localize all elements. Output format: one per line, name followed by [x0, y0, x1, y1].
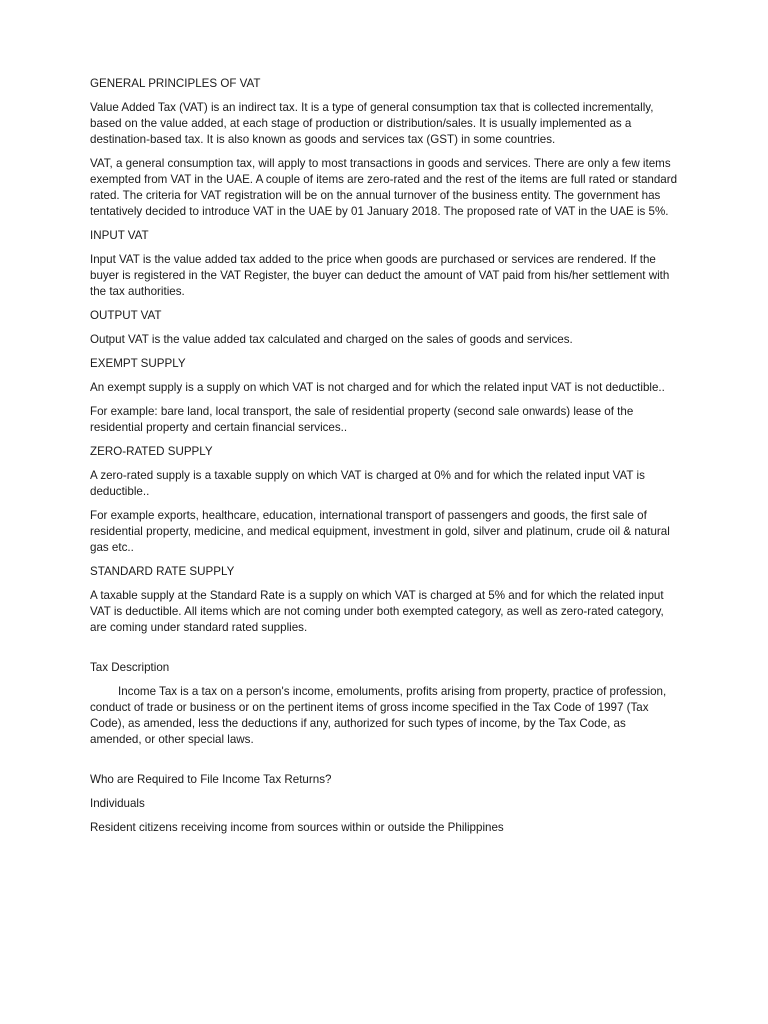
section-heading: EXEMPT SUPPLY — [90, 357, 186, 370]
section-tax-description — [90, 660, 680, 748]
paragraph: Value Added Tax (VAT) is an indirect tax. It is a type of general consumption tax that is collected incrementally, based on the value added, at each stage of production or distribution/sales. It is usually implemented as a destination-based tax. It is also known as goods and services tax (GST) in some countries. — [90, 101, 654, 146]
section-standard-rate-supply — [90, 564, 680, 636]
section-general-principles — [90, 76, 680, 220]
section-who-required — [90, 772, 680, 836]
paragraph: An exempt supply is a supply on which VAT is not charged and for which the related input VAT is not deductible.. — [90, 381, 665, 394]
paragraph: Income Tax is a tax on a person's income, emoluments, profits arising from property, practice of profession, conduct of trade or business or on the pertinent items of gross income specified in the Tax Code of 1997 (Tax Code), as amended, less the deductions if any, authorized for such types of income, by the Tax Code, as amended, or other special laws. — [90, 685, 667, 746]
section-heading: GENERAL PRINCIPLES OF VAT — [90, 77, 261, 90]
document-page — [90, 76, 680, 844]
section-heading: ZERO-RATED SUPPLY — [90, 445, 213, 458]
section-heading: STANDARD RATE SUPPLY — [90, 565, 235, 578]
section-heading: Who are Required to File Income Tax Returns? — [90, 773, 332, 786]
section-input-vat — [90, 228, 680, 300]
paragraph: Resident citizens receiving income from sources within or outside the Philippines — [90, 821, 504, 834]
paragraph: Input VAT is the value added tax added to the price when goods are purchased or services are rendered. If the buyer is registered in the VAT Register, the buyer can deduct the amount of VAT paid from his/her settlement with the tax authorities. — [90, 253, 670, 298]
section-output-vat — [90, 308, 680, 348]
paragraph: A taxable supply at the Standard Rate is a supply on which VAT is charged at 5% and for which the related input VAT is deductible. All items which are not coming under both exempted category, as well as zero-rated category, are coming under standard rated supplies. — [90, 589, 664, 634]
section-heading: INPUT VAT — [90, 229, 149, 242]
paragraph: VAT, a general consumption tax, will apply to most transactions in goods and services. There are only a few items exempted from VAT in the UAE. A couple of items are zero-rated and the rest of the items are full rated or standard rated. The criteria for VAT registration will be on the annual turnover of the business entity. The government has tentatively decided to introduce VAT in the UAE by 01 January 2018. The proposed rate of VAT in the UAE is 5%. — [90, 157, 678, 218]
paragraph: For example exports, healthcare, education, international transport of passengers and goods, the first sale of residential property, medicine, and medical equipment, investment in gold, silver and platinum, crude oil & natural gas etc.. — [90, 509, 670, 554]
paragraph: A zero-rated supply is a taxable supply on which VAT is charged at 0% and for which the related input VAT is deductible.. — [90, 469, 645, 498]
section-heading: OUTPUT VAT — [90, 309, 162, 322]
paragraph: Output VAT is the value added tax calculated and charged on the sales of goods and services. — [90, 333, 573, 346]
section-subheading: Individuals — [90, 797, 145, 810]
section-zero-rated-supply — [90, 444, 680, 556]
section-exempt-supply — [90, 356, 680, 436]
paragraph: For example: bare land, local transport, the sale of residential property (second sale onwards) lease of the residential property and certain financial services.. — [90, 405, 634, 434]
section-heading: Tax Description — [90, 661, 170, 674]
